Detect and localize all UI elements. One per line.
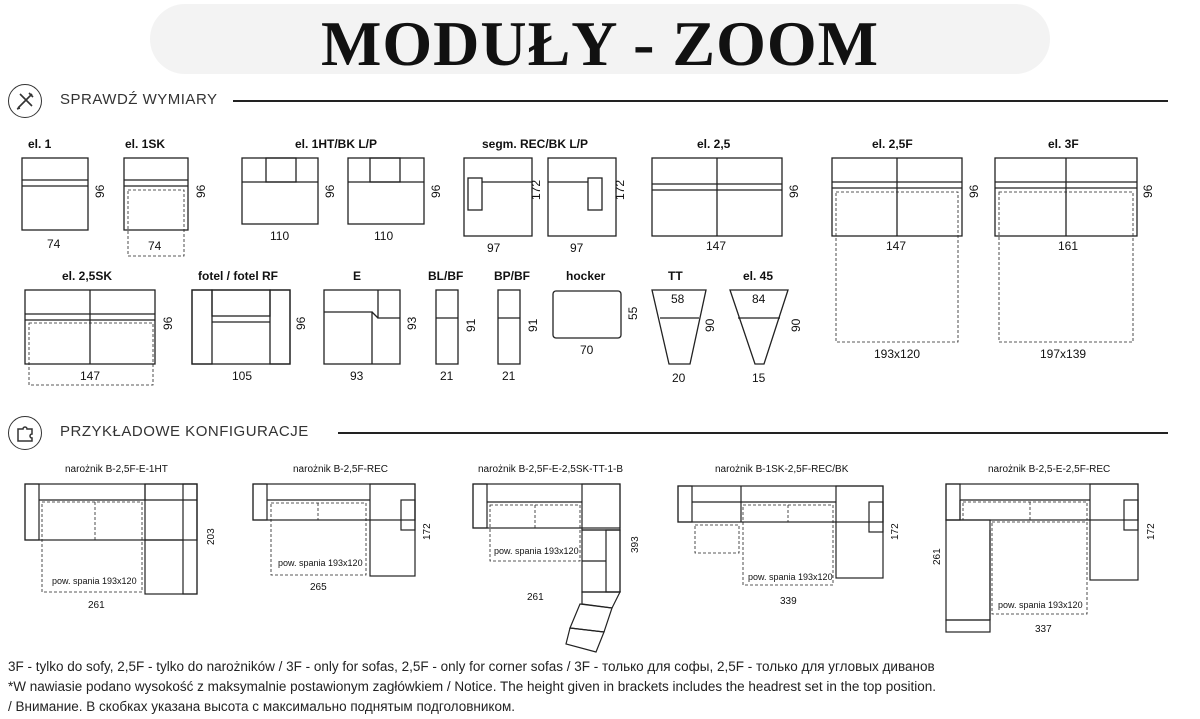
width-label: 110	[374, 229, 394, 243]
module-el-1sk	[124, 137, 208, 256]
width-label: 105	[232, 369, 253, 383]
notes	[8, 657, 1198, 717]
width-label: 147	[886, 239, 907, 253]
module-el-3f	[995, 137, 1155, 361]
width-label: 337	[1035, 624, 1052, 635]
height-label: 96	[93, 184, 107, 198]
width-label: 97	[570, 241, 584, 255]
config-2	[253, 464, 433, 593]
width-label: 147	[80, 369, 101, 383]
width-label: 110	[270, 229, 290, 243]
width-label: 21	[440, 369, 454, 383]
module-name: el. 3F	[1048, 137, 1079, 151]
module-rec	[464, 137, 627, 255]
module-el-45	[730, 269, 803, 385]
module-el-2-5	[652, 137, 801, 253]
module-name: el. 1HT/BK L/P	[295, 137, 378, 151]
module-name: BP/BF	[494, 269, 530, 283]
config-1	[25, 464, 217, 611]
width-label: 97	[487, 241, 501, 255]
section-dimensions-label: SPRAWDŹ WYMIARY	[60, 91, 218, 108]
module-el-1ht	[242, 137, 443, 243]
bottom-width-label: 15	[752, 371, 766, 385]
height-label: 172	[890, 523, 901, 540]
module-el-1	[22, 137, 107, 251]
module-el-2-5f	[832, 137, 981, 361]
module-name: E	[353, 269, 362, 283]
height-label: 96	[294, 316, 308, 330]
height-label: 172	[613, 179, 627, 200]
bed-label: pow. spania 193x120	[278, 558, 363, 568]
height-label: 90	[789, 318, 803, 332]
height-label: 96	[967, 184, 981, 198]
module-name: TT	[668, 269, 683, 283]
module-name: el. 2,5	[697, 137, 731, 151]
width-label: 74	[47, 237, 61, 251]
top-width-label: 58	[671, 292, 685, 306]
height-label: 96	[161, 316, 175, 330]
module-tt	[652, 269, 717, 385]
config-name: narożnik B-2,5F-REC	[293, 464, 389, 475]
module-name: el. 2,5SK	[62, 269, 113, 283]
config-name: narożnik B-1SK-2,5F-REC/BK	[715, 464, 849, 475]
module-name: el. 1	[28, 137, 52, 151]
module-name: el. 45	[743, 269, 774, 283]
width-label: 265	[310, 582, 327, 593]
width-label: 161	[1058, 239, 1079, 253]
height-label: 96	[194, 184, 208, 198]
height-label: 96	[787, 184, 801, 198]
width-label: 261	[88, 600, 105, 611]
height-label: 93	[405, 316, 419, 330]
config-name: narożnik B-2,5-E-2,5F-REC	[988, 464, 1111, 475]
bed-label: pow. spania 193x120	[998, 600, 1083, 610]
note-line: 3F - tylko do sofy, 2,5F - tylko do narożników / 3F - only for sofas, 2,5F - only for corner sofas / 3F - только для софы, 2,5F - только для угловых диванов	[8, 659, 935, 674]
height-label: 172	[529, 179, 543, 200]
height-label: 91	[526, 318, 540, 332]
module-name: el. 2,5F	[872, 137, 913, 151]
bed-label: 197x139	[1040, 347, 1087, 361]
height-label: 96	[429, 184, 443, 198]
config-3	[473, 464, 641, 652]
width-label: 93	[350, 369, 364, 383]
bottom-width-label: 20	[672, 371, 686, 385]
bed-label: pow. spania 193x120	[748, 572, 833, 582]
page-title: MODUŁY - ZOOM	[320, 8, 880, 79]
width-label: 261	[527, 592, 544, 603]
height-label: 96	[323, 184, 337, 198]
height-label: 172	[1146, 523, 1157, 540]
config-4	[678, 464, 901, 607]
height-label: 172	[422, 523, 433, 540]
module-bp	[494, 269, 540, 383]
module-bl	[428, 269, 478, 383]
width-label: 147	[706, 239, 727, 253]
height-label: 96	[1141, 184, 1155, 198]
height-label: 261	[932, 548, 943, 565]
height-label: 393	[630, 536, 641, 553]
module-name: el. 1SK	[125, 137, 166, 151]
note-line: *W nawiasie podano wysokość z maksymalnie postawionym zagłówkiem / Notice. The height given in brackets includes the headrest set in the top position.	[8, 679, 936, 694]
config-name: narożnik B-2,5F-E-1HT	[65, 464, 168, 475]
module-e	[324, 269, 419, 383]
module-hocker	[553, 269, 640, 357]
height-label: 91	[464, 318, 478, 332]
height-label: 55	[626, 306, 640, 320]
module-name: fotel / fotel RF	[198, 269, 278, 283]
bed-label: pow. spania 193x120	[52, 576, 137, 586]
module-name: segm. REC/BK L/P	[482, 137, 589, 151]
height-label: 203	[206, 528, 217, 545]
width-label: 70	[580, 343, 594, 357]
config-name: narożnik B-2,5F-E-2,5SK-TT-1-B	[478, 464, 624, 475]
section-configs-label: PRZYKŁADOWE KONFIGURACJE	[60, 423, 309, 440]
width-label: 339	[780, 596, 797, 607]
note-line: / Внимание. В скобках указана высота с максимально поднятым подголовником.	[8, 699, 515, 714]
top-width-label: 84	[752, 292, 766, 306]
bed-label: 193x120	[874, 347, 921, 361]
module-name: BL/BF	[428, 269, 464, 283]
width-label: 21	[502, 369, 516, 383]
width-label: 74	[148, 239, 162, 253]
module-name: hocker	[566, 269, 606, 283]
module-el-2-5sk	[25, 269, 175, 385]
config-5	[932, 464, 1157, 635]
module-fotel	[192, 269, 308, 383]
bed-label: pow. spania 193x120	[494, 546, 579, 556]
height-label: 90	[703, 318, 717, 332]
